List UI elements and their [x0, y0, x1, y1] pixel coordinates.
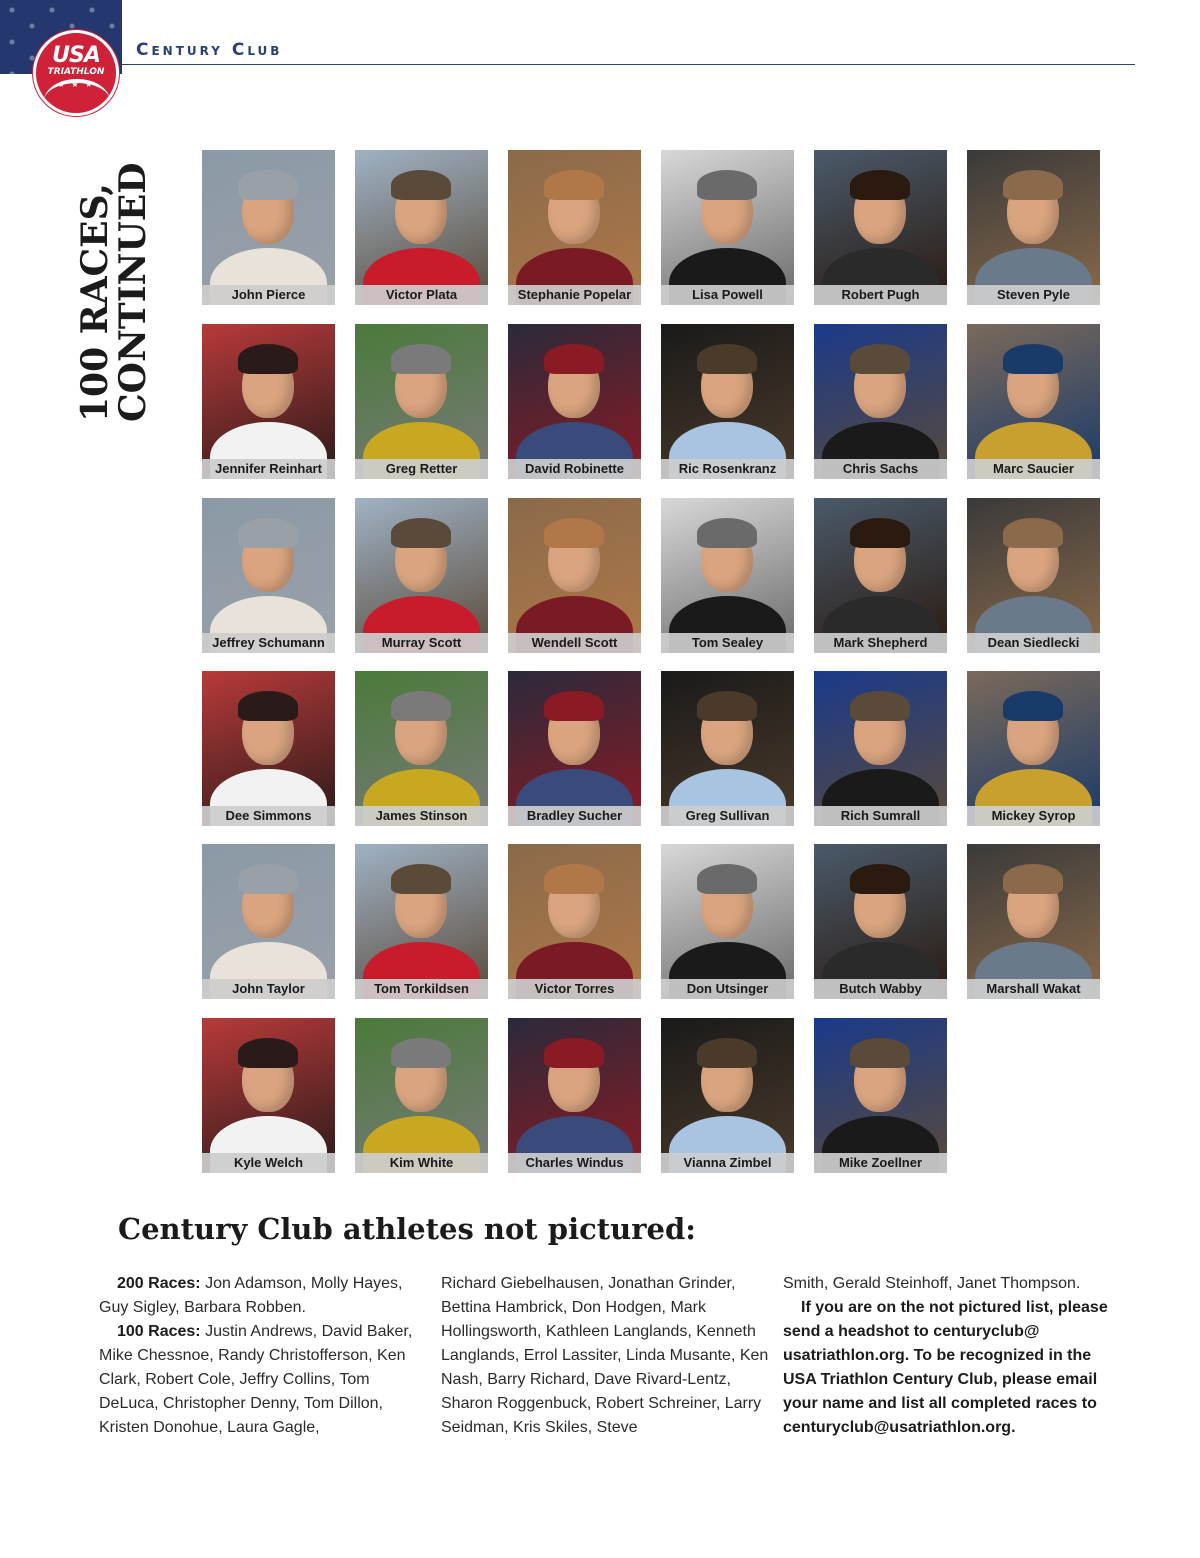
- athlete-name-caption: Mickey Syrop: [967, 806, 1100, 826]
- athlete-name-caption: Charles Windus: [508, 1153, 641, 1173]
- athlete-name-caption: Ric Rosenkranz: [661, 459, 794, 479]
- athlete-name-caption: David Robinette: [508, 459, 641, 479]
- athlete-photo-card: [967, 498, 1100, 653]
- portrait-hair: [850, 691, 910, 721]
- page-header-title: Century Club: [136, 40, 283, 60]
- athlete-name-caption: Marshall Wakat: [967, 979, 1100, 999]
- portrait-hair: [391, 344, 451, 374]
- athlete-photo-card: [814, 844, 947, 999]
- portrait-hair: [238, 1038, 298, 1068]
- label-100-races: 100 Races:: [117, 1323, 201, 1340]
- logo-text-triathlon: TRIATHLON: [47, 67, 105, 77]
- portrait-hair: [697, 691, 757, 721]
- portrait-hair: [697, 1038, 757, 1068]
- athlete-photo-card: [814, 498, 947, 653]
- athlete-photo-card: [967, 844, 1100, 999]
- athlete-photo-card: [508, 324, 641, 479]
- athlete-photo-card: [661, 150, 794, 305]
- athlete-photo-card: [355, 324, 488, 479]
- athlete-name-caption: Bradley Sucher: [508, 806, 641, 826]
- athlete-name-caption: Don Utsinger: [661, 979, 794, 999]
- athlete-photo-card: [202, 498, 335, 653]
- portrait-hair: [697, 170, 757, 200]
- not-pictured-column-2: [441, 1272, 771, 1440]
- athlete-name-caption: James Stinson: [355, 806, 488, 826]
- athlete-photo-card: [355, 844, 488, 999]
- not-pictured-column-3: [783, 1272, 1113, 1440]
- athlete-photo-card: [967, 671, 1100, 826]
- athlete-photo-card: [355, 671, 488, 826]
- portrait-hair: [850, 170, 910, 200]
- athlete-name-caption: Chris Sachs: [814, 459, 947, 479]
- athlete-photo-card: [202, 150, 335, 305]
- athlete-photo-card: [202, 1018, 335, 1173]
- athlete-name-caption: John Pierce: [202, 285, 335, 305]
- athlete-photo-card: [661, 324, 794, 479]
- athlete-name-caption: Dean Siedlecki: [967, 633, 1100, 653]
- athlete-name-caption: Lisa Powell: [661, 285, 794, 305]
- portrait-hair: [391, 518, 451, 548]
- athlete-name-caption: Kyle Welch: [202, 1153, 335, 1173]
- portrait-hair: [1003, 691, 1063, 721]
- athlete-photo-card: [355, 150, 488, 305]
- athlete-photo-card: [814, 1018, 947, 1173]
- logo-swoosh-icon: [44, 79, 110, 101]
- athlete-photo-card: [661, 844, 794, 999]
- athlete-photo-card: [661, 1018, 794, 1173]
- athlete-photo-card: [202, 671, 335, 826]
- athlete-photo-card: [508, 844, 641, 999]
- athlete-name-caption: Greg Sullivan: [661, 806, 794, 826]
- athlete-photo-card: [967, 150, 1100, 305]
- athlete-photo-card: [661, 498, 794, 653]
- portrait-hair: [697, 344, 757, 374]
- usa-triathlon-logo: [33, 30, 119, 116]
- portrait-hair: [697, 864, 757, 894]
- portrait-hair: [1003, 170, 1063, 200]
- not-pictured-column-1: [99, 1272, 429, 1440]
- logo-text-usa: USA: [52, 43, 100, 68]
- list-200-races: Jon Adamson, Molly Hayes, Guy Sigley, Barbara Robben.: [99, 1275, 403, 1316]
- athlete-photo-card: [355, 498, 488, 653]
- portrait-hair: [544, 1038, 604, 1068]
- portrait-hair: [1003, 518, 1063, 548]
- athlete-name-caption: Wendell Scott: [508, 633, 641, 653]
- portrait-hair: [544, 518, 604, 548]
- portrait-hair: [391, 864, 451, 894]
- athlete-photo-card: [814, 150, 947, 305]
- submission-instructions: If you are on the not pictured list, please send a headshot to centuryclub@ usatriathlon.org. To be recognized in the USA Triathlon Century Club, please email your name and list all completed races to centuryclub@usatriathlon.org.: [783, 1299, 1108, 1436]
- athlete-name-caption: Dee Simmons: [202, 806, 335, 826]
- athlete-name-caption: Victor Torres: [508, 979, 641, 999]
- athlete-photo-card: [508, 498, 641, 653]
- portrait-hair: [391, 691, 451, 721]
- athlete-photo-card: [661, 671, 794, 826]
- portrait-hair: [1003, 344, 1063, 374]
- label-200-races: 200 Races:: [117, 1275, 201, 1292]
- athlete-name-caption: Robert Pugh: [814, 285, 947, 305]
- athlete-photo-card: [355, 1018, 488, 1173]
- athlete-name-caption: Greg Retter: [355, 459, 488, 479]
- athlete-photo-card: [202, 844, 335, 999]
- athlete-name-caption: Rich Sumrall: [814, 806, 947, 826]
- portrait-hair: [697, 518, 757, 548]
- athlete-name-caption: Marc Saucier: [967, 459, 1100, 479]
- list-100-races-part3: Smith, Gerald Steinhoff, Janet Thompson.: [783, 1275, 1081, 1292]
- athlete-name-caption: Tom Sealey: [661, 633, 794, 653]
- athlete-name-caption: Mark Shepherd: [814, 633, 947, 653]
- athlete-photo-card: [508, 150, 641, 305]
- portrait-hair: [544, 691, 604, 721]
- portrait-hair: [391, 1038, 451, 1068]
- portrait-hair: [850, 864, 910, 894]
- list-100-races-part2: Richard Giebelhausen, Jonathan Grinder, Bettina Hambrick, Don Hodgen, Mark Hollingsworth, Kathleen Langlands, Kenneth Langlands, Errol Lassiter, Linda Musante, Ken Nash, Barry Richard, Dave Rivard-Lentz, Sharon Roggenbuck, Robert Schreiner, Larry Seidman, Kris Skiles, Steve: [441, 1275, 769, 1436]
- athlete-photo-card: [814, 671, 947, 826]
- athlete-photo-card: [508, 671, 641, 826]
- athlete-name-caption: Jeffrey Schumann: [202, 633, 335, 653]
- portrait-hair: [391, 170, 451, 200]
- header-divider: [122, 64, 1135, 65]
- portrait-hair: [544, 864, 604, 894]
- athlete-name-caption: Steven Pyle: [967, 285, 1100, 305]
- athlete-photo-card: [202, 324, 335, 479]
- list-100-races-part1: Justin Andrews, David Baker, Mike Chessnoe, Randy Christofferson, Ken Clark, Robert Cole, Jeffry Collins, Tom DeLuca, Christopher Denny, Tom Dillon, Kristen Donohue, Laura Gagle,: [99, 1323, 413, 1436]
- athlete-name-caption: Tom Torkildsen: [355, 979, 488, 999]
- portrait-hair: [850, 344, 910, 374]
- portrait-hair: [238, 344, 298, 374]
- portrait-hair: [238, 518, 298, 548]
- athlete-name-caption: Kim White: [355, 1153, 488, 1173]
- athlete-name-caption: John Taylor: [202, 979, 335, 999]
- athlete-photo-card: [508, 1018, 641, 1173]
- athlete-photo-card: [814, 324, 947, 479]
- athlete-name-caption: Murray Scott: [355, 633, 488, 653]
- athlete-name-caption: Butch Wabby: [814, 979, 947, 999]
- portrait-hair: [850, 1038, 910, 1068]
- logo-stars: ★ ★ ★: [57, 80, 95, 89]
- portrait-hair: [238, 170, 298, 200]
- athlete-name-caption: Mike Zoellner: [814, 1153, 947, 1173]
- not-pictured-heading: Century Club athletes not pictured:: [118, 1212, 696, 1246]
- athlete-name-caption: Jennifer Reinhart: [202, 459, 335, 479]
- athlete-photo-card: [967, 324, 1100, 479]
- portrait-hair: [850, 518, 910, 548]
- portrait-hair: [544, 170, 604, 200]
- portrait-hair: [544, 344, 604, 374]
- athlete-name-caption: Victor Plata: [355, 285, 488, 305]
- portrait-hair: [238, 691, 298, 721]
- portrait-hair: [1003, 864, 1063, 894]
- athlete-name-caption: Stephanie Popelar: [508, 285, 641, 305]
- athlete-name-caption: Vianna Zimbel: [661, 1153, 794, 1173]
- portrait-hair: [238, 864, 298, 894]
- section-label-vertical: 100 RACES, CONTINUED: [74, 162, 154, 422]
